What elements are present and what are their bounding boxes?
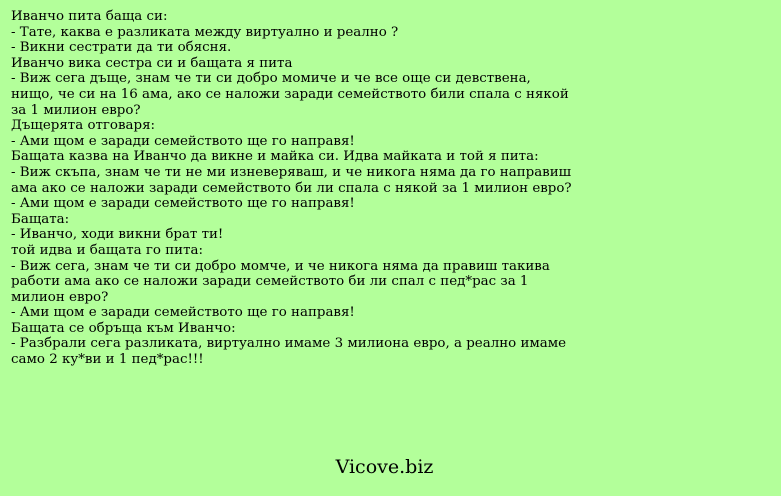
joke-line: - Тате, каква е разликата между виртуално и реално ?: [11, 24, 399, 40]
joke-line: ама ако се наложи заради семейството би ли спала с някой за 1 милион евро?: [11, 180, 572, 196]
joke-line: - Виж сега дъще, знам че ти си добро момиче и че все още си девствена,: [11, 71, 531, 87]
joke-line: за 1 милион евро?: [11, 102, 141, 118]
joke-line: милион евро?: [11, 289, 109, 305]
joke-line: нищо, че си на 16 ама, ако се наложи заради семейството били спала с някой: [11, 86, 569, 102]
joke-line: Бащата се обръща към Иванчо:: [11, 320, 236, 336]
joke-line: Бащата:: [11, 211, 70, 227]
joke-line: - Ами щом е заради семейството ще го направя!: [11, 305, 355, 321]
joke-line: - Разбрали сега разликата, виртуално имаме 3 милиона евро, а реално имаме: [11, 336, 567, 352]
joke-line: - Викни сестрати да ти обясня.: [11, 40, 232, 56]
joke-line: - Ами щом е заради семейството ще го направя!: [11, 196, 355, 212]
joke-line: Иванчо пита баща си:: [11, 9, 168, 24]
joke-line: той идва и бащата го пита:: [11, 242, 203, 258]
joke-line: - Иванчо, ходи викни брат ти!: [11, 227, 224, 243]
joke-line: Иванчо вика сестра си и бащата я пита: [11, 55, 293, 71]
site-watermark: Vicove.biz: [335, 456, 434, 478]
joke-line: Дъщерята отговаря:: [11, 118, 156, 134]
joke-line: само 2 ку*ви и 1 пед*рас!!!: [11, 352, 204, 368]
joke-line: работи ама ако се наложи заради семейството би ли спал с пед*рас за 1: [11, 274, 529, 290]
joke-line: - Ами щом е заради семейството ще го направя!: [11, 133, 355, 149]
joke-line: - Виж скъпа, знам че ти не ми изневеряваш, и че никога няма да го направиш: [11, 164, 572, 180]
joke-line: Бащата казва на Иванчо да викне и майка си. Идва майката и той я пита:: [11, 149, 539, 165]
joke-text: [11, 9, 611, 368]
joke-line: - Виж сега, знам че ти си добро момче, и че никога няма да правиш такива: [11, 258, 550, 274]
